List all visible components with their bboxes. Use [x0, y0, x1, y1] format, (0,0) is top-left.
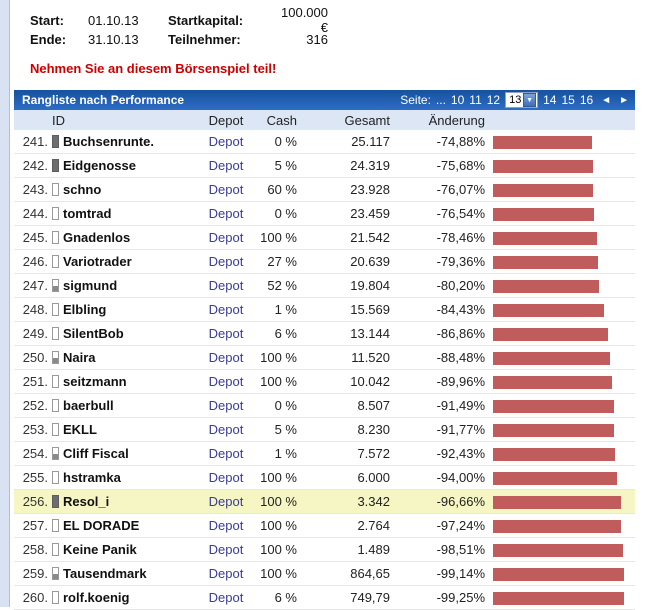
depot-link[interactable]: Depot — [208, 302, 244, 317]
gesamt-cell: 23.459 — [350, 206, 390, 221]
performance-bar-cell — [485, 518, 635, 533]
performance-bar — [493, 160, 593, 173]
performance-bar — [493, 496, 621, 509]
player-name-cell — [48, 158, 198, 173]
player-status-icon — [52, 399, 59, 412]
page-link[interactable]: 12 — [486, 93, 501, 107]
player-name: Naira — [63, 350, 96, 365]
startkapital-value: 100.000 € — [281, 5, 328, 35]
gesamt-column-header: Gesamt — [344, 112, 390, 128]
player-status-icon — [52, 567, 59, 580]
player-name: sigmund — [63, 278, 118, 293]
rank-cell: 257. — [22, 518, 48, 533]
player-name: Keine Panik — [63, 542, 137, 557]
page-link[interactable]: 16 — [579, 93, 594, 107]
depot-link[interactable]: Depot — [208, 518, 244, 533]
start-value: 01.10.13 — [88, 12, 139, 28]
gesamt-cell: 749,79 — [350, 590, 390, 605]
depot-link[interactable]: Depot — [208, 494, 244, 509]
table-row — [14, 490, 635, 514]
player-status-icon — [52, 375, 59, 388]
performance-bar — [493, 472, 617, 485]
table-row — [14, 322, 635, 346]
rank-cell: 253. — [22, 422, 48, 437]
aenderung-cell: -94,00% — [436, 470, 485, 485]
player-name: schno — [63, 182, 102, 197]
performance-bar — [493, 424, 614, 437]
startkapital-label: Startkapital: — [168, 12, 244, 28]
aenderung-cell: -75,68% — [436, 158, 485, 173]
depot-link[interactable]: Depot — [208, 326, 244, 341]
performance-bar — [493, 376, 612, 389]
gesamt-cell: 19.804 — [350, 278, 390, 293]
table-body — [14, 130, 635, 610]
depot-column-header: Depot — [208, 112, 244, 128]
player-name: EKLL — [63, 422, 97, 437]
rank-cell: 242. — [22, 158, 48, 173]
performance-bar — [493, 544, 623, 557]
player-name-cell — [48, 494, 198, 509]
aenderung-cell: -78,46% — [436, 230, 485, 245]
table-title-bar — [14, 90, 635, 110]
cash-cell: 52 % — [267, 278, 297, 293]
performance-bar — [493, 592, 624, 605]
performance-bar — [493, 136, 592, 149]
aenderung-cell: -91,77% — [436, 422, 485, 437]
player-name: SilentBob — [63, 326, 124, 341]
player-name-cell — [48, 350, 198, 365]
player-status-icon — [52, 351, 59, 364]
table-row — [14, 154, 635, 178]
performance-bar — [493, 352, 610, 365]
performance-bar — [493, 184, 593, 197]
depot-link[interactable]: Depot — [208, 590, 244, 605]
player-status-icon — [52, 159, 59, 172]
player-status-icon — [52, 423, 59, 436]
gesamt-cell: 3.342 — [357, 494, 390, 509]
player-status-icon — [52, 303, 59, 316]
cash-cell: 100 % — [260, 374, 297, 389]
cash-cell: 100 % — [260, 230, 297, 245]
depot-link[interactable]: Depot — [208, 182, 244, 197]
player-name: Buchsenrunte. — [63, 134, 155, 149]
performance-bar-cell — [485, 422, 635, 437]
cash-cell: 0 % — [274, 134, 297, 149]
gesamt-cell: 2.764 — [357, 518, 390, 533]
gesamt-cell: 864,65 — [350, 566, 390, 581]
cash-cell: 100 % — [260, 494, 297, 509]
rank-cell: 246. — [22, 254, 48, 269]
performance-bar-cell — [485, 206, 635, 221]
player-name: Elbling — [63, 302, 107, 317]
page-link[interactable]: 10 — [450, 93, 465, 107]
player-name: Variotrader — [63, 254, 132, 269]
gesamt-cell: 15.569 — [350, 302, 390, 317]
aenderung-cell: -79,36% — [436, 254, 485, 269]
game-info — [14, 5, 635, 51]
table-row — [14, 274, 635, 298]
player-name: Gnadenlos — [63, 230, 131, 245]
player-status-icon — [52, 471, 59, 484]
info-row-start — [30, 5, 635, 35]
player-status-icon — [52, 495, 59, 508]
cash-cell: 27 % — [267, 254, 297, 269]
rank-cell: 243. — [22, 182, 48, 197]
performance-bar-cell — [485, 590, 635, 605]
player-name-cell — [48, 374, 198, 389]
performance-bar-cell — [485, 446, 635, 461]
gesamt-cell: 20.639 — [350, 254, 390, 269]
aenderung-cell: -76,54% — [436, 206, 485, 221]
depot-link[interactable]: Depot — [208, 542, 244, 557]
table-row — [14, 346, 635, 370]
table-row — [14, 562, 635, 586]
aenderung-cell: -74,88% — [436, 134, 485, 149]
table-title: Rangliste nach Performance — [22, 93, 185, 107]
depot-link[interactable]: Depot — [208, 206, 244, 221]
player-name-cell — [48, 542, 198, 557]
teilnehmer-value: 316 — [306, 32, 328, 47]
cash-cell: 100 % — [260, 566, 297, 581]
performance-bar — [493, 280, 599, 293]
player-name-cell — [48, 590, 198, 605]
boersenspiel-panel — [14, 0, 635, 610]
performance-bar — [493, 328, 608, 341]
ranking-table — [14, 90, 635, 610]
depot-link[interactable]: Depot — [208, 374, 244, 389]
rank-cell: 256. — [22, 494, 48, 509]
player-name-cell — [48, 422, 198, 437]
next-page-icon[interactable]: ► — [619, 94, 629, 106]
rank-cell: 247. — [22, 278, 48, 293]
performance-bar-cell — [485, 350, 635, 365]
player-status-icon — [52, 231, 59, 244]
cash-cell: 1 % — [274, 446, 297, 461]
aenderung-cell: -84,43% — [436, 302, 485, 317]
rank-cell: 244. — [22, 206, 48, 221]
pagination — [400, 92, 629, 108]
depot-link[interactable]: Depot — [208, 350, 244, 365]
performance-bar-cell — [485, 182, 635, 197]
performance-bar-cell — [485, 374, 635, 389]
player-name: rolf.koenig — [63, 590, 130, 605]
player-name-cell — [48, 446, 198, 461]
ende-label: Ende: — [30, 32, 67, 47]
gesamt-cell: 8.230 — [357, 422, 390, 437]
page-link[interactable]: 11 — [469, 93, 482, 107]
table-row — [14, 250, 635, 274]
depot-link[interactable]: Depot — [208, 158, 244, 173]
player-status-icon — [52, 327, 59, 340]
performance-bar — [493, 256, 598, 269]
aenderung-cell: -99,14% — [436, 566, 485, 581]
gesamt-cell: 23.928 — [350, 182, 390, 197]
performance-bar-cell — [485, 254, 635, 269]
performance-bar — [493, 208, 594, 221]
cash-cell: 100 % — [260, 518, 297, 533]
depot-link[interactable]: Depot — [208, 134, 244, 149]
player-name-cell — [48, 254, 198, 269]
table-row — [14, 226, 635, 250]
table-row — [14, 514, 635, 538]
aenderung-cell: -80,20% — [436, 278, 485, 293]
page-label: Seite: — [400, 93, 431, 107]
player-status-icon — [52, 543, 59, 556]
gesamt-cell: 25.117 — [351, 134, 390, 149]
info-row-ende — [30, 28, 635, 51]
performance-bar — [493, 400, 614, 413]
cash-cell: 100 % — [260, 350, 297, 365]
player-status-icon — [52, 591, 59, 604]
cash-cell: 6 % — [274, 590, 297, 605]
gesamt-cell: 24.319 — [350, 158, 390, 173]
rank-cell: 251. — [22, 374, 48, 389]
rank-cell: 259. — [22, 566, 48, 581]
rank-cell: 249. — [22, 326, 48, 341]
gesamt-cell: 6.000 — [357, 470, 390, 485]
aenderung-cell: -92,43% — [436, 446, 485, 461]
player-status-icon — [52, 207, 59, 220]
cash-cell: 1 % — [274, 302, 297, 317]
table-header-row — [14, 110, 635, 130]
gesamt-cell: 10.042 — [350, 374, 390, 389]
player-name: Cliff Fiscal — [63, 446, 129, 461]
performance-bar-cell — [485, 302, 635, 317]
player-name-cell — [48, 566, 198, 581]
rank-cell: 250. — [22, 350, 48, 365]
performance-bar — [493, 568, 624, 581]
table-row — [14, 586, 635, 610]
performance-bar-cell — [485, 326, 635, 341]
performance-bar-cell — [485, 542, 635, 557]
depot-link[interactable]: Depot — [208, 470, 244, 485]
rank-cell: 260. — [22, 590, 48, 605]
table-row — [14, 442, 635, 466]
performance-bar-cell — [485, 278, 635, 293]
player-status-icon — [52, 519, 59, 532]
performance-bar-cell — [485, 470, 635, 485]
aenderung-column-header: Änderung — [428, 112, 485, 128]
table-row — [14, 178, 635, 202]
player-name: seitzmann — [63, 374, 127, 389]
player-status-icon — [52, 255, 59, 268]
page-link[interactable]: 15 — [561, 93, 575, 107]
depot-link[interactable]: Depot — [208, 278, 244, 293]
page-link[interactable]: 14 — [543, 93, 557, 107]
player-name: Eidgenosse — [63, 158, 136, 173]
aenderung-cell: -88,48% — [436, 350, 485, 365]
aenderung-cell: -98,51% — [436, 542, 485, 557]
cash-cell: 100 % — [260, 542, 297, 557]
cash-cell: 0 % — [274, 398, 297, 413]
cash-column-header: Cash — [266, 112, 297, 128]
gesamt-cell: 11.520 — [351, 350, 390, 365]
gesamt-cell: 1.489 — [357, 542, 390, 557]
performance-bar-cell — [485, 566, 635, 581]
player-name: tomtrad — [63, 206, 112, 221]
page-select[interactable] — [505, 92, 538, 108]
player-name: Tausendmark — [63, 566, 147, 581]
performance-bar — [493, 304, 604, 317]
aenderung-cell: -89,96% — [436, 374, 485, 389]
depot-link[interactable]: Depot — [208, 398, 244, 413]
gesamt-cell: 21.542 — [350, 230, 390, 245]
performance-bar-cell — [485, 230, 635, 245]
rank-cell: 254. — [22, 446, 48, 461]
page-ellipsis: ... — [435, 93, 446, 107]
start-label: Start: — [30, 12, 64, 28]
aenderung-cell: -96,66% — [436, 494, 485, 509]
table-row — [14, 418, 635, 442]
rank-cell: 241. — [22, 134, 48, 149]
id-column-header: ID — [52, 112, 65, 128]
aenderung-cell: -76,07% — [436, 182, 485, 197]
table-row — [14, 394, 635, 418]
player-name: baerbull — [63, 398, 114, 413]
depot-link[interactable]: Depot — [208, 566, 244, 581]
player-name: Resol_i — [63, 494, 110, 509]
cash-cell: 5 % — [274, 158, 297, 173]
depot-link[interactable]: Depot — [208, 230, 244, 245]
prev-page-icon[interactable]: ◄ — [601, 94, 612, 106]
player-name: hstramka — [63, 470, 121, 485]
cash-cell: 5 % — [274, 422, 297, 437]
performance-bar — [493, 448, 615, 461]
cash-cell: 0 % — [274, 206, 297, 221]
player-status-icon — [52, 183, 59, 196]
depot-link[interactable]: Depot — [208, 254, 244, 269]
performance-bar-cell — [485, 134, 635, 149]
gesamt-cell: 13.144 — [350, 326, 390, 341]
table-row — [14, 298, 635, 322]
player-name-cell — [48, 470, 198, 485]
aenderung-cell: -99,25% — [436, 590, 485, 605]
teilnehmer-label: Teilnehmer: — [168, 32, 241, 47]
rank-cell: 252. — [22, 398, 48, 413]
player-status-icon — [52, 135, 59, 148]
rank-cell: 258. — [22, 542, 48, 557]
page-left-margin — [0, 0, 10, 607]
page-select-value: 13 — [509, 94, 522, 106]
table-row — [14, 466, 635, 490]
performance-bar-cell — [485, 494, 635, 509]
player-name-cell — [48, 326, 198, 341]
aenderung-cell: -86,86% — [436, 326, 485, 341]
rank-cell: 255. — [22, 470, 48, 485]
table-row — [14, 538, 635, 562]
player-status-icon — [52, 279, 59, 292]
depot-link[interactable]: Depot — [208, 446, 244, 461]
table-row — [14, 130, 635, 154]
gesamt-cell: 8.507 — [357, 398, 390, 413]
performance-bar — [493, 232, 597, 245]
player-name-cell — [48, 302, 198, 317]
performance-bar — [493, 520, 621, 533]
ende-value: 31.10.13 — [88, 32, 139, 47]
cash-cell: 60 % — [267, 182, 297, 197]
cash-cell: 100 % — [260, 470, 297, 485]
table-row — [14, 370, 635, 394]
chevron-down-icon: ▼ — [523, 93, 536, 107]
player-name-cell — [48, 206, 198, 221]
player-name-cell — [48, 182, 198, 197]
player-name: EL DORADE — [63, 518, 140, 533]
table-row — [14, 202, 635, 226]
player-name-cell — [48, 278, 198, 293]
performance-bar-cell — [485, 398, 635, 413]
aenderung-cell: -97,24% — [436, 518, 485, 533]
aenderung-cell: -91,49% — [436, 398, 485, 413]
rank-cell: 248. — [22, 302, 48, 317]
player-name-cell — [48, 230, 198, 245]
player-name-cell — [48, 518, 198, 533]
player-name-cell — [48, 398, 198, 413]
join-cta-link[interactable]: Nehmen Sie an diesem Börsenspiel teil! — [30, 61, 277, 76]
rank-cell: 245. — [22, 230, 48, 245]
cash-cell: 6 % — [274, 326, 297, 341]
player-status-icon — [52, 447, 59, 460]
gesamt-cell: 7.572 — [357, 446, 390, 461]
depot-link[interactable]: Depot — [208, 422, 244, 437]
player-name-cell — [48, 134, 198, 149]
performance-bar-cell — [485, 158, 635, 173]
